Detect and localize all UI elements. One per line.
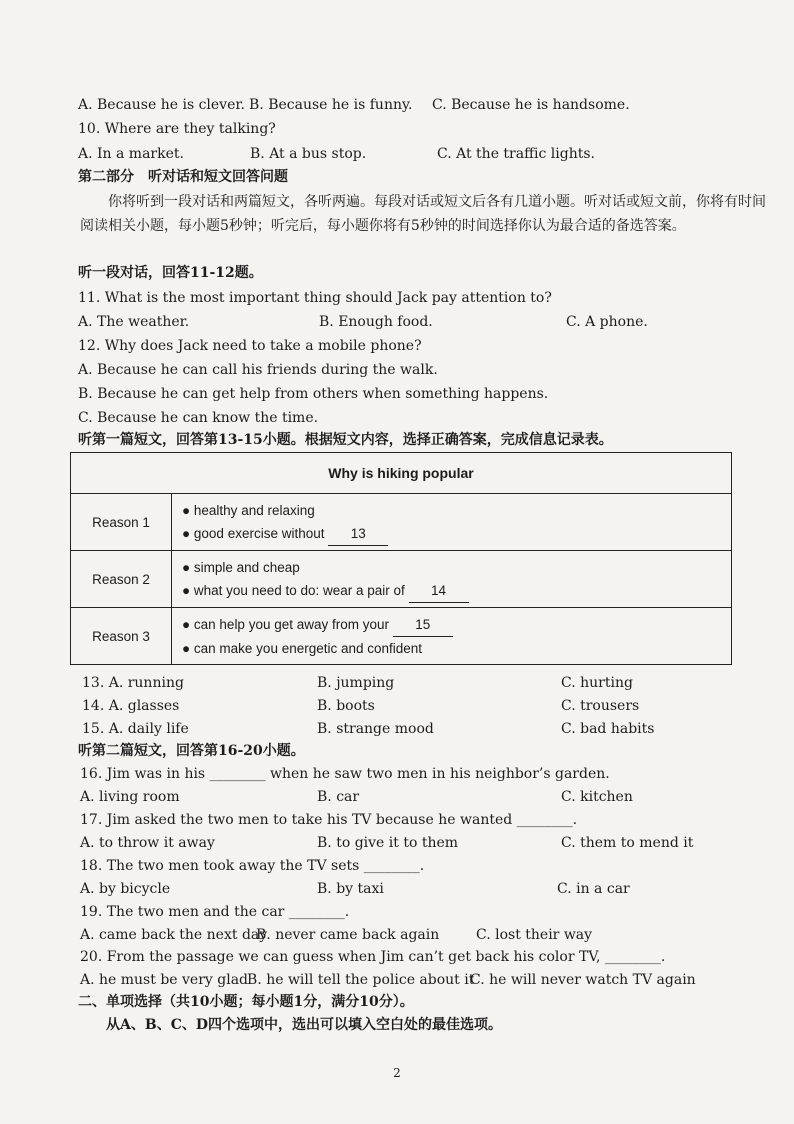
bullet-text: ● what you need to do: wear a pair of bbox=[182, 582, 405, 598]
q9-option-c: C. Because he is handsome. bbox=[432, 97, 630, 113]
q10-option-c: C. At the traffic lights. bbox=[437, 146, 596, 162]
q9-option-b: B. Because he is funny. bbox=[249, 97, 413, 113]
q15-option-c: C. bad habits bbox=[561, 721, 655, 737]
q15-option-b: B. strange mood bbox=[317, 721, 434, 737]
q16-option-a: A. living room bbox=[80, 789, 180, 805]
q13-option-a: 13. A. running bbox=[82, 675, 184, 691]
bullet-line bbox=[182, 522, 731, 546]
q16-question: 16. Jim was in his ________ when he saw two men in his neighbor’s garden. bbox=[80, 766, 610, 782]
reason-bullets bbox=[172, 551, 732, 608]
bullet-text: ● can make you energetic and confident bbox=[182, 640, 423, 656]
q17-option-b: B. to give it to them bbox=[317, 835, 459, 851]
bullet-line bbox=[182, 579, 731, 603]
passage2-heading: 听第二篇短文，回答第16-20小题。 bbox=[78, 743, 305, 759]
q20-question: 20. From the passage we can guess when Jim can’t get back his color TV, ________. bbox=[80, 949, 666, 965]
reason-label: Reason 3 bbox=[71, 608, 172, 665]
table-row bbox=[71, 608, 732, 665]
q11-question: 11. What is the most important thing should Jack pay attention to? bbox=[78, 290, 552, 306]
q14-option-b: B. boots bbox=[317, 698, 375, 714]
bullet-text: ● can help you get away from your bbox=[182, 616, 390, 632]
reason-label: Reason 2 bbox=[71, 551, 172, 608]
bullet-text: ● healthy and relaxing bbox=[182, 502, 315, 518]
q13-option-c: C. hurting bbox=[561, 675, 633, 691]
q14-option-c: C. trousers bbox=[561, 698, 640, 714]
q12-option-a: A. Because he can call his friends during the walk. bbox=[78, 362, 438, 378]
q18-question: 18. The two men took away the TV sets ________. bbox=[80, 858, 425, 874]
bullet-text: ● good exercise without bbox=[182, 525, 325, 541]
q19-option-c: C. lost their way bbox=[476, 927, 593, 943]
reason-bullets bbox=[172, 608, 732, 665]
q17-question: 17. Jim asked the two men to take his TV because he wanted ________. bbox=[80, 812, 578, 828]
q19-question: 19. The two men and the car ________. bbox=[80, 904, 350, 920]
q16-option-b: B. car bbox=[317, 789, 360, 805]
q11-option-c: C. A phone. bbox=[566, 314, 648, 330]
reason-bullets bbox=[172, 494, 732, 551]
part2-instructions: 你将听到一段对话和两篇短文，各听两遍。每段对话或短文后各有几道小题。听对话或短文前，你将有时间阅读相关小题，每小题5秒钟；听完后，每小题你将有5秒钟的时间选择你认为最合适的备选答案。 bbox=[80, 194, 766, 234]
table-title: Why is hiking popular bbox=[71, 453, 732, 494]
table-row bbox=[71, 551, 732, 608]
q19-option-a: A. came back the next day bbox=[80, 927, 268, 943]
q10-option-b: B. At a bus stop. bbox=[250, 146, 367, 162]
q20-option-c: C. he will never watch TV again bbox=[470, 972, 696, 988]
q14-option-a: 14. A. glasses bbox=[82, 698, 180, 714]
q17-option-a: A. to throw it away bbox=[80, 835, 215, 851]
q19-option-b: B. never came back again bbox=[256, 927, 440, 943]
q11-option-b: B. Enough food. bbox=[319, 314, 433, 330]
q18-option-c: C. in a car bbox=[557, 881, 630, 897]
q12-option-c: C. Because he can know the time. bbox=[78, 410, 319, 426]
q17-option-c: C. them to mend it bbox=[561, 835, 694, 851]
passage1-heading: 听第一篇短文，回答第13-15小题。根据短文内容，选择正确答案，完成信息记录表。 bbox=[78, 432, 613, 448]
answer-blank[interactable]: 13 bbox=[328, 522, 388, 546]
q13-option-b: B. jumping bbox=[317, 675, 395, 691]
q12-question: 12. Why does Jack need to take a mobile phone? bbox=[78, 338, 422, 354]
q10-question: 10. Where are they talking? bbox=[78, 121, 276, 137]
dialog-heading: 听一段对话，回答11-12题。 bbox=[78, 265, 263, 281]
page-number: 2 bbox=[393, 1066, 401, 1080]
q16-option-c: C. kitchen bbox=[561, 789, 633, 805]
q12-option-b: B. Because he can get help from others when something happens. bbox=[78, 386, 549, 402]
q15-option-a: 15. A. daily life bbox=[82, 721, 189, 737]
section2-instructions: 从A、B、C、D四个选项中，选出可以填入空白处的最佳选项。 bbox=[106, 1017, 502, 1033]
answer-blank[interactable]: 14 bbox=[409, 579, 469, 603]
q18-option-b: B. by taxi bbox=[317, 881, 384, 897]
bullet-line bbox=[182, 613, 731, 637]
q18-option-a: A. by bicycle bbox=[80, 881, 171, 897]
q20-option-a: A. he must be very glad bbox=[80, 972, 249, 988]
table-row bbox=[71, 494, 732, 551]
bullet-text: ● simple and cheap bbox=[182, 559, 300, 575]
answer-blank[interactable]: 15 bbox=[393, 613, 453, 637]
q10-option-a: A. In a market. bbox=[78, 146, 184, 162]
part2-heading: 第二部分 听对话和短文回答问题 bbox=[78, 169, 288, 185]
section2-heading: 二、单项选择（共10小题；每小题1分，满分10分）。 bbox=[78, 994, 414, 1010]
info-record-table bbox=[70, 452, 732, 665]
q20-option-b: B. he will tell the police about it bbox=[247, 972, 475, 988]
q9-option-a: A. Because he is clever. bbox=[78, 97, 245, 113]
q11-option-a: A. The weather. bbox=[78, 314, 190, 330]
reason-label: Reason 1 bbox=[71, 494, 172, 551]
